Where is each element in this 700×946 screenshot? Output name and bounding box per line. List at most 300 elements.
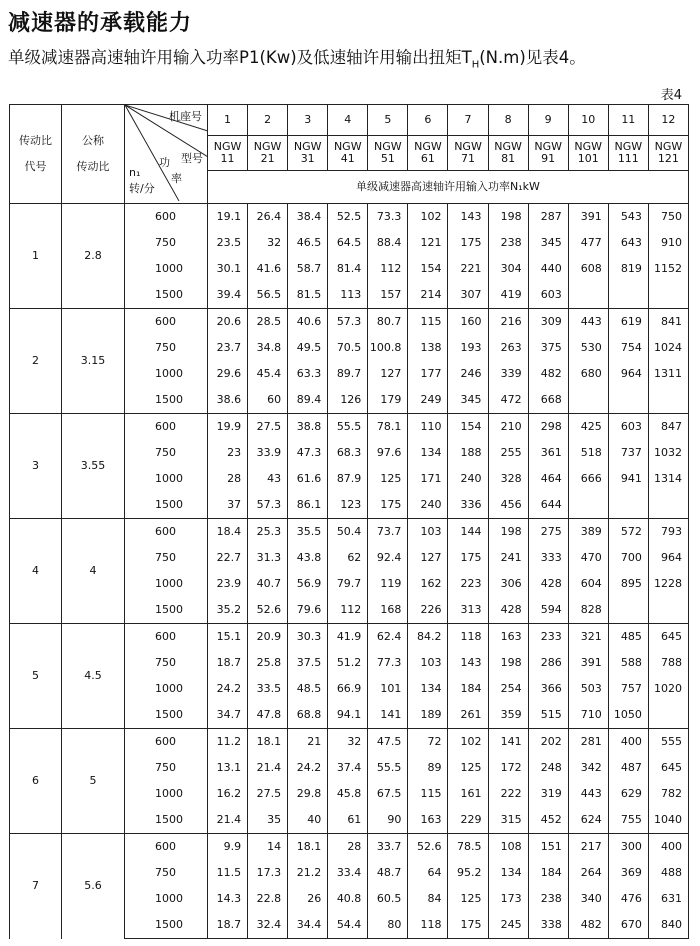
power-value-cell: 841 [648,309,688,336]
power-value-cell: 58.7 [288,256,328,282]
power-value-cell: 428 [528,571,568,597]
power-value-cell: 78.5 [448,834,488,861]
power-value-cell: 9.9 [208,834,248,861]
model-cell: NGW 91 [528,136,568,171]
power-value-cell: 847 [648,414,688,441]
power-value-cell: 644 [528,492,568,519]
power-value-cell: 80 [368,912,408,939]
power-value-cell: 37.4 [328,755,368,781]
power-value-cell: 79.7 [328,571,368,597]
power-value-cell [608,597,648,624]
power-value-cell: 101 [368,676,408,702]
power-value-cell: 134 [408,440,448,466]
frame-number-cell: 2 [248,105,288,136]
power-value-cell: 20.9 [248,624,288,651]
power-value-cell: 60 [248,387,288,414]
power-value-cell: 18.7 [208,650,248,676]
power-value-cell: 629 [608,781,648,807]
model-cell: NGW 61 [408,136,448,171]
power-value-cell: 254 [488,676,528,702]
power-value-cell: 62.4 [368,624,408,651]
table-row [10,729,689,756]
speed-cell: 1500 [125,597,208,624]
power-value-cell: 73.3 [368,204,408,231]
power-value-cell: 15.1 [208,624,248,651]
speed-cell: 750 [125,335,208,361]
power-value-cell: 29.8 [288,781,328,807]
power-value-cell: 24.2 [208,676,248,702]
power-value-cell: 52.5 [328,204,368,231]
power-value-cell: 400 [608,729,648,756]
power-value-cell: 782 [648,781,688,807]
speed-cell: 750 [125,545,208,571]
power-value-cell: 264 [568,860,608,886]
power-value-cell: 281 [568,729,608,756]
model-cell: NGW 51 [368,136,408,171]
power-value-cell: 240 [448,466,488,492]
model-cell: NGW 71 [448,136,488,171]
power-value-cell: 788 [648,650,688,676]
power-value-cell: 68.3 [328,440,368,466]
power-value-cell: 16.2 [208,781,248,807]
frame-number-cell: 7 [448,105,488,136]
load-capacity-table [9,104,689,939]
power-value-cell: 572 [608,519,648,546]
power-value-cell: 37 [208,492,248,519]
power-value-cell: 1311 [648,361,688,387]
power-value-cell: 40 [288,807,328,834]
power-value-cell: 157 [368,282,408,309]
power-value-cell: 964 [608,361,648,387]
power-value-cell: 298 [528,414,568,441]
power-value-cell: 202 [528,729,568,756]
power-value-cell: 134 [408,676,448,702]
power-value-cell: 710 [568,702,608,729]
table-row [10,624,689,651]
power-value-cell: 1228 [648,571,688,597]
power-value-cell: 389 [568,519,608,546]
power-value-cell: 643 [608,230,648,256]
power-value-cell: 342 [568,755,608,781]
power-value-cell: 173 [488,886,528,912]
power-value-cell: 52.6 [248,597,288,624]
power-value-cell: 127 [408,545,448,571]
power-value-cell: 233 [528,624,568,651]
power-value-cell: 29.6 [208,361,248,387]
power-value-cell: 40.8 [328,886,368,912]
power-value-cell: 27.5 [248,414,288,441]
speed-cell: 1000 [125,361,208,387]
power-value-cell: 425 [568,414,608,441]
power-value-cell: 45.8 [328,781,368,807]
power-value-cell: 63.3 [288,361,328,387]
power-value-cell: 895 [608,571,648,597]
power-value-cell: 110 [408,414,448,441]
power-value-cell: 23.7 [208,335,248,361]
power-value-cell: 1032 [648,440,688,466]
power-value-cell: 28.5 [248,309,288,336]
power-value-cell: 179 [368,387,408,414]
speed-cell: 600 [125,729,208,756]
power-value-cell [648,492,688,519]
power-value-cell: 328 [488,466,528,492]
power-value-cell: 62 [328,545,368,571]
power-value-cell: 33.5 [248,676,288,702]
power-value-cell: 18.4 [208,519,248,546]
power-value-cell: 238 [488,230,528,256]
power-value-cell: 198 [488,519,528,546]
power-value-cell [568,387,608,414]
power-value-cell: 45.4 [248,361,288,387]
model-cell: NGW 31 [288,136,328,171]
power-value-cell: 11.5 [208,860,248,886]
power-value-cell: 38.8 [288,414,328,441]
power-value-cell: 43 [248,466,288,492]
power-value-cell: 40.7 [248,571,288,597]
power-value-cell: 33.7 [368,834,408,861]
speed-cell: 750 [125,650,208,676]
power-value-cell: 34.8 [248,335,288,361]
ratio-code-cell: 1 [10,204,62,309]
power-value-cell: 56.9 [288,571,328,597]
power-value-cell: 184 [528,860,568,886]
table-row [10,414,689,441]
power-value-cell: 21.4 [208,807,248,834]
table-label: 表4 [660,88,682,103]
power-value-cell: 14 [248,834,288,861]
ratio-code-cell: 3 [10,414,62,519]
power-value-cell: 92.4 [368,545,408,571]
power-value-cell: 84 [408,886,448,912]
power-value-cell: 35 [248,807,288,834]
model-cell: NGW 111 [608,136,648,171]
power-value-cell: 624 [568,807,608,834]
power-value-cell: 198 [488,204,528,231]
power-value-cell: 47.3 [288,440,328,466]
power-value-cell: 115 [408,309,448,336]
speed-cell: 600 [125,414,208,441]
power-value-cell: 77.3 [368,650,408,676]
power-value-cell: 456 [488,492,528,519]
power-value-cell: 470 [568,545,608,571]
power-value-cell: 175 [448,230,488,256]
power-value-cell: 737 [608,440,648,466]
power-value-cell: 189 [408,702,448,729]
frame-number-cell: 12 [648,105,688,136]
speed-cell: 750 [125,755,208,781]
model-cell: NGW 11 [208,136,248,171]
model-cell: NGW 21 [248,136,288,171]
speed-n-label: n₁ [129,166,141,179]
power-value-cell [648,387,688,414]
power-value-cell: 910 [648,230,688,256]
power-value-cell: 608 [568,256,608,282]
power-value-cell: 241 [488,545,528,571]
power-value-cell: 108 [488,834,528,861]
power-value-cell: 21 [288,729,328,756]
model-label: 型号 [181,152,203,165]
power-value-cell: 287 [528,204,568,231]
power-value-cell: 162 [408,571,448,597]
nominal-ratio-cell: 3.15 [62,309,125,414]
power-value-cell: 168 [368,597,408,624]
power-value-cell: 631 [648,886,688,912]
power-value-cell: 188 [448,440,488,466]
power-value-cell: 1020 [648,676,688,702]
power-value-cell: 750 [648,204,688,231]
nominal-ratio-cell: 5 [62,729,125,834]
power-value-cell: 22.7 [208,545,248,571]
power-value-cell [648,282,688,309]
power-value-cell: 38.6 [208,387,248,414]
model-cell: NGW 101 [568,136,608,171]
power-value-cell: 154 [448,414,488,441]
power-value-cell: 307 [448,282,488,309]
power-value-cell: 476 [608,886,648,912]
speed-cell: 1500 [125,912,208,939]
power-value-cell: 603 [608,414,648,441]
frame-no-label: 机座号 [169,110,202,123]
speed-cell: 1500 [125,702,208,729]
speed-cell: 1500 [125,807,208,834]
power-value-cell: 214 [408,282,448,309]
power-value-cell: 30.1 [208,256,248,282]
power-value-cell: 87.9 [328,466,368,492]
power-value-cell: 47.8 [248,702,288,729]
power-value-cell: 33.9 [248,440,288,466]
power-value-cell: 112 [328,597,368,624]
power-value-cell: 72 [408,729,448,756]
power-value-cell: 391 [568,650,608,676]
power-value-cell: 645 [648,755,688,781]
power-value-cell: 175 [448,912,488,939]
power-value-cell: 216 [488,309,528,336]
power-value-cell: 757 [608,676,648,702]
power-value-cell: 172 [488,755,528,781]
speed-cell: 1000 [125,571,208,597]
power-value-cell: 54.4 [328,912,368,939]
power-value-cell: 482 [568,912,608,939]
power-value-cell: 31.3 [248,545,288,571]
power-value-cell: 102 [448,729,488,756]
frame-number-cell: 10 [568,105,608,136]
power-value-cell: 48.7 [368,860,408,886]
power-value-cell: 666 [568,466,608,492]
power-value-cell: 670 [608,912,648,939]
power-value-cell: 21.4 [248,755,288,781]
power-value-cell: 221 [448,256,488,282]
power-value-cell: 89.7 [328,361,368,387]
power-value-cell: 171 [408,466,448,492]
power-value-cell: 428 [488,597,528,624]
power-value-cell: 275 [528,519,568,546]
power-value-cell: 488 [648,860,688,886]
nominal-ratio-cell: 2.8 [62,204,125,309]
power-value-cell: 26 [288,886,328,912]
table-row [10,204,689,231]
power-value-cell: 755 [608,807,648,834]
power-value-cell: 177 [408,361,448,387]
power-value-cell: 419 [488,282,528,309]
power-value-cell: 477 [568,230,608,256]
power-value-cell: 300 [608,834,648,861]
power-value-cell: 28 [208,466,248,492]
power-value-cell: 175 [368,492,408,519]
power-value-cell: 55.5 [328,414,368,441]
power-value-cell: 24.2 [288,755,328,781]
power-value-cell: 18.1 [248,729,288,756]
power-value-cell: 52.6 [408,834,448,861]
diagonal-header [125,105,208,204]
power-value-cell: 35.2 [208,597,248,624]
speed-cell: 1000 [125,676,208,702]
power-value-cell: 94.1 [328,702,368,729]
power-value-cell: 487 [608,755,648,781]
power-value-cell: 115 [408,781,448,807]
power-value-cell: 89 [408,755,448,781]
power-value-cell: 261 [448,702,488,729]
power-value-cell [608,282,648,309]
speed-cell: 1500 [125,492,208,519]
power-value-cell: 125 [448,755,488,781]
power-value-cell: 11.2 [208,729,248,756]
power-value-cell: 160 [448,309,488,336]
power-value-cell: 88.4 [368,230,408,256]
rate-label: 率 [171,172,182,185]
power-value-cell: 17.3 [248,860,288,886]
power-value-cell: 941 [608,466,648,492]
speed-cell: 1000 [125,256,208,282]
power-value-cell: 515 [528,702,568,729]
speed-cell: 600 [125,834,208,861]
power-value-cell: 154 [408,256,448,282]
subtitle: 单级减速器高速轴许用输入功率P1(Kw)及低速轴许用输出扭矩$T_H(N.m)$见表4。 [8,48,586,71]
power-value-cell: 68.8 [288,702,328,729]
power-value-cell: 43.8 [288,545,328,571]
power-value-cell: 309 [528,309,568,336]
speed-cell: 750 [125,440,208,466]
power-value-cell: 163 [408,807,448,834]
speed-unit-label: 转/分 [129,182,155,195]
power-value-cell: 37.5 [288,650,328,676]
power-value-cell [568,492,608,519]
power-value-cell: 123 [328,492,368,519]
power-value-cell: 482 [528,361,568,387]
power-value-cell: 619 [608,309,648,336]
power-value-cell: 41.6 [248,256,288,282]
power-value-cell: 315 [488,807,528,834]
power-value-cell: 313 [448,597,488,624]
power-value-cell: 121 [408,230,448,256]
power-value-cell: 134 [488,860,528,886]
power-value-cell: 79.6 [288,597,328,624]
power-value-cell: 240 [408,492,448,519]
power-value-cell: 20.6 [208,309,248,336]
power-value-cell: 443 [568,309,608,336]
power-value-cell: 67.5 [368,781,408,807]
power-value-cell: 66.9 [328,676,368,702]
speed-cell: 750 [125,860,208,886]
power-value-cell: 14.3 [208,886,248,912]
nominal-ratio-cell: 4.5 [62,624,125,729]
power-value-cell: 588 [608,650,648,676]
power-value-cell: 255 [488,440,528,466]
power-value-cell: 345 [448,387,488,414]
power-value-cell: 61.6 [288,466,328,492]
power-value-cell: 28 [328,834,368,861]
power-caption: 单级减速器高速轴许用输入功率N₁kW [208,171,689,204]
power-value-cell: 143 [448,204,488,231]
speed-cell: 600 [125,624,208,651]
power-value-cell: 103 [408,519,448,546]
ratio-code-cell: 2 [10,309,62,414]
power-value-cell: 336 [448,492,488,519]
power-value-cell [648,597,688,624]
power-value-cell: 51.2 [328,650,368,676]
power-value-cell: 339 [488,361,528,387]
power-value-cell: 55.5 [368,755,408,781]
power-value-cell: 100.8 [368,335,408,361]
power-value-cell: 23.9 [208,571,248,597]
power-value-cell: 518 [568,440,608,466]
table-row [10,309,689,336]
power-value-cell: 503 [568,676,608,702]
power-value-cell: 113 [328,282,368,309]
power-value-cell: 321 [568,624,608,651]
power-value-cell: 375 [528,335,568,361]
power-value-cell: 340 [568,886,608,912]
speed-cell: 600 [125,519,208,546]
power-value-cell: 163 [488,624,528,651]
speed-cell: 600 [125,309,208,336]
speed-cell: 1500 [125,387,208,414]
power-value-cell: 30.3 [288,624,328,651]
power-value-cell: 222 [488,781,528,807]
nominal-ratio-cell: 5.6 [62,834,125,939]
power-value-cell: 223 [448,571,488,597]
power-value-cell: 366 [528,676,568,702]
power-value-cell: 668 [528,387,568,414]
power-value-cell: 41.9 [328,624,368,651]
power-value-cell: 359 [488,702,528,729]
frame-number-cell: 4 [328,105,368,136]
ratio-code-cell: 4 [10,519,62,624]
power-value-cell: 604 [568,571,608,597]
power-value-cell: 645 [648,624,688,651]
power-value-cell: 175 [448,545,488,571]
power-value-cell: 49.5 [288,335,328,361]
power-value-cell: 840 [648,912,688,939]
power-value-cell: 57.3 [328,309,368,336]
power-value-cell: 21.2 [288,860,328,886]
power-value-cell: 32 [248,230,288,256]
power-value-cell: 226 [408,597,448,624]
power-value-cell: 1024 [648,335,688,361]
power-value-cell: 1040 [648,807,688,834]
power-value-cell: 964 [648,545,688,571]
power-value-cell: 81.4 [328,256,368,282]
ratio-code-cell: 5 [10,624,62,729]
ratio-code-header: 传动比 代号 [10,105,62,204]
power-value-cell: 161 [448,781,488,807]
power-value-cell: 210 [488,414,528,441]
power-value-cell: 700 [608,545,648,571]
speed-cell: 1500 [125,282,208,309]
power-value-cell: 18.7 [208,912,248,939]
power-value-cell: 112 [368,256,408,282]
power-value-cell: 400 [648,834,688,861]
power-value-cell: 125 [368,466,408,492]
